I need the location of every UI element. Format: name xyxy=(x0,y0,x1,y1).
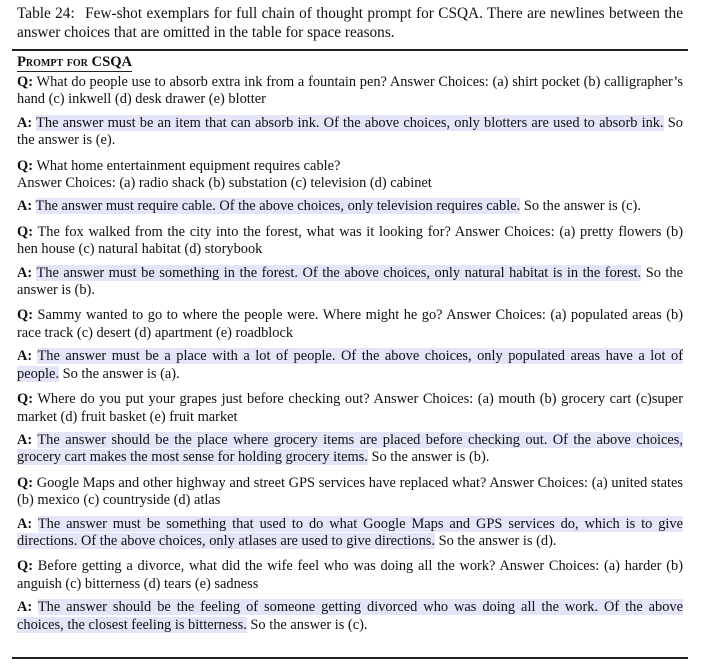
conclusion: So the answer is (e). xyxy=(17,114,683,149)
question xyxy=(17,224,683,259)
question-text: Sammy wanted to go to where the people were. Where might he go? Answer Choices: (a) populated areas (b) race track (c) desert (d) apartment (e) roadblock xyxy=(17,307,683,341)
rationale-highlight: The answer must require cable. Of the above choices, only television requires cable. xyxy=(35,198,521,215)
conclusion: So the answer is (b). xyxy=(17,264,683,299)
question-text: What do people use to absorb extra ink from a fountain pen? Answer Choices: (a) shirt pocket (b) calligrapher’s hand (c) inkwell (d) desk drawer (e) blotter xyxy=(17,74,683,108)
rationale-highlight: The answer must be an item that can absorb ink. Of the above choices, only blotters are used to absorb ink. xyxy=(36,114,664,131)
question xyxy=(17,307,683,342)
answer xyxy=(17,115,683,150)
question-text: Before getting a divorce, what did the wife feel who was doing all the work? Answer Choices: (a) harder (b) anguish (c) bitterness (d) tears (e) sadness xyxy=(17,558,683,592)
a-label: A: xyxy=(17,599,33,616)
exemplar xyxy=(17,391,683,467)
q-label: Q: xyxy=(17,307,33,324)
exemplar xyxy=(17,74,683,150)
q-label: Q: xyxy=(17,157,33,174)
table-caption xyxy=(17,4,683,42)
a-label: A: xyxy=(17,264,33,281)
exemplar-list xyxy=(17,74,683,634)
a-label: A: xyxy=(17,114,33,131)
conclusion: So the answer is (d). xyxy=(438,532,557,549)
answer xyxy=(17,198,683,215)
a-label: A: xyxy=(17,431,33,448)
answer xyxy=(17,432,683,467)
a-label: A: xyxy=(17,515,33,532)
prompt-table xyxy=(17,54,683,642)
a-label: A: xyxy=(17,198,33,215)
a-label: A: xyxy=(17,348,33,365)
answer xyxy=(17,348,683,383)
rationale-highlight: The answer must be a place with a lot of people. Of the above choices, only populated areas have a lot of people. xyxy=(17,348,683,382)
conclusion: So the answer is (c). xyxy=(523,198,641,215)
q-label: Q: xyxy=(17,74,33,90)
exemplar xyxy=(17,224,683,300)
table-header: Prompt for CSQA xyxy=(17,54,133,70)
q-label: Q: xyxy=(17,558,33,575)
q-label: Q: xyxy=(17,474,33,491)
question xyxy=(17,475,683,510)
exemplar xyxy=(17,307,683,383)
question-choices: Answer Choices: (a) radio shack (b) substation (c) television (d) cabinet xyxy=(17,175,432,192)
question-text: What home entertainment equipment requires cable? xyxy=(36,157,341,174)
conclusion: So the answer is (a). xyxy=(62,365,180,382)
answer xyxy=(17,265,683,300)
bottom-rule xyxy=(12,657,688,659)
question xyxy=(17,391,683,426)
question xyxy=(17,558,683,593)
conclusion: So the answer is (b). xyxy=(371,449,490,466)
rationale-highlight: The answer must be something that used to do what Google Maps and GPS services do, which is to give directions. Of the above choices, only atlases are used to give directions. xyxy=(17,515,683,549)
top-rule xyxy=(12,49,688,51)
q-label: Q: xyxy=(17,223,33,240)
rationale-highlight: The answer should be the place where grocery items are placed before checking out. Of the above choices, grocery cart makes the most sense for holding grocery items. xyxy=(17,431,683,466)
exemplar xyxy=(17,558,683,634)
q-label: Q: xyxy=(17,391,33,408)
exemplar xyxy=(17,475,683,551)
rationale-highlight: The answer should be the feeling of someone getting divorced who was doing all the work. Of the above choices, the closest feeling is bitterness. xyxy=(17,599,684,633)
question-text: Google Maps and other highway and street GPS services have replaced what? Answer Choices: (a) united states (b) mexico (c) countryside (d) atlas xyxy=(17,474,683,509)
question xyxy=(17,158,683,193)
question-text: Where do you put your grapes just before checking out? Answer Choices: (a) mouth (b) grocery cart (c)super market (d) fruit basket (e) fruit market xyxy=(17,391,683,425)
question-text: The fox walked from the city into the forest, what was it looking for? Answer Choices: (a) pretty flowers (b) hen house (c) natural habitat (d) storybook xyxy=(17,223,683,258)
caption-label: Table 24: xyxy=(17,5,75,22)
exemplar xyxy=(17,158,683,216)
answer xyxy=(17,516,683,551)
answer xyxy=(17,599,683,634)
caption-text: Few-shot exemplars for full chain of thought prompt for CSQA. There are newlines between the answer choices that are omitted in the table for space reasons. xyxy=(17,5,683,41)
rationale-highlight: The answer must be something in the forest. Of the above choices, only natural habitat is in the forest. xyxy=(36,264,642,281)
question xyxy=(17,74,683,109)
conclusion: So the answer is (c). xyxy=(250,616,368,633)
